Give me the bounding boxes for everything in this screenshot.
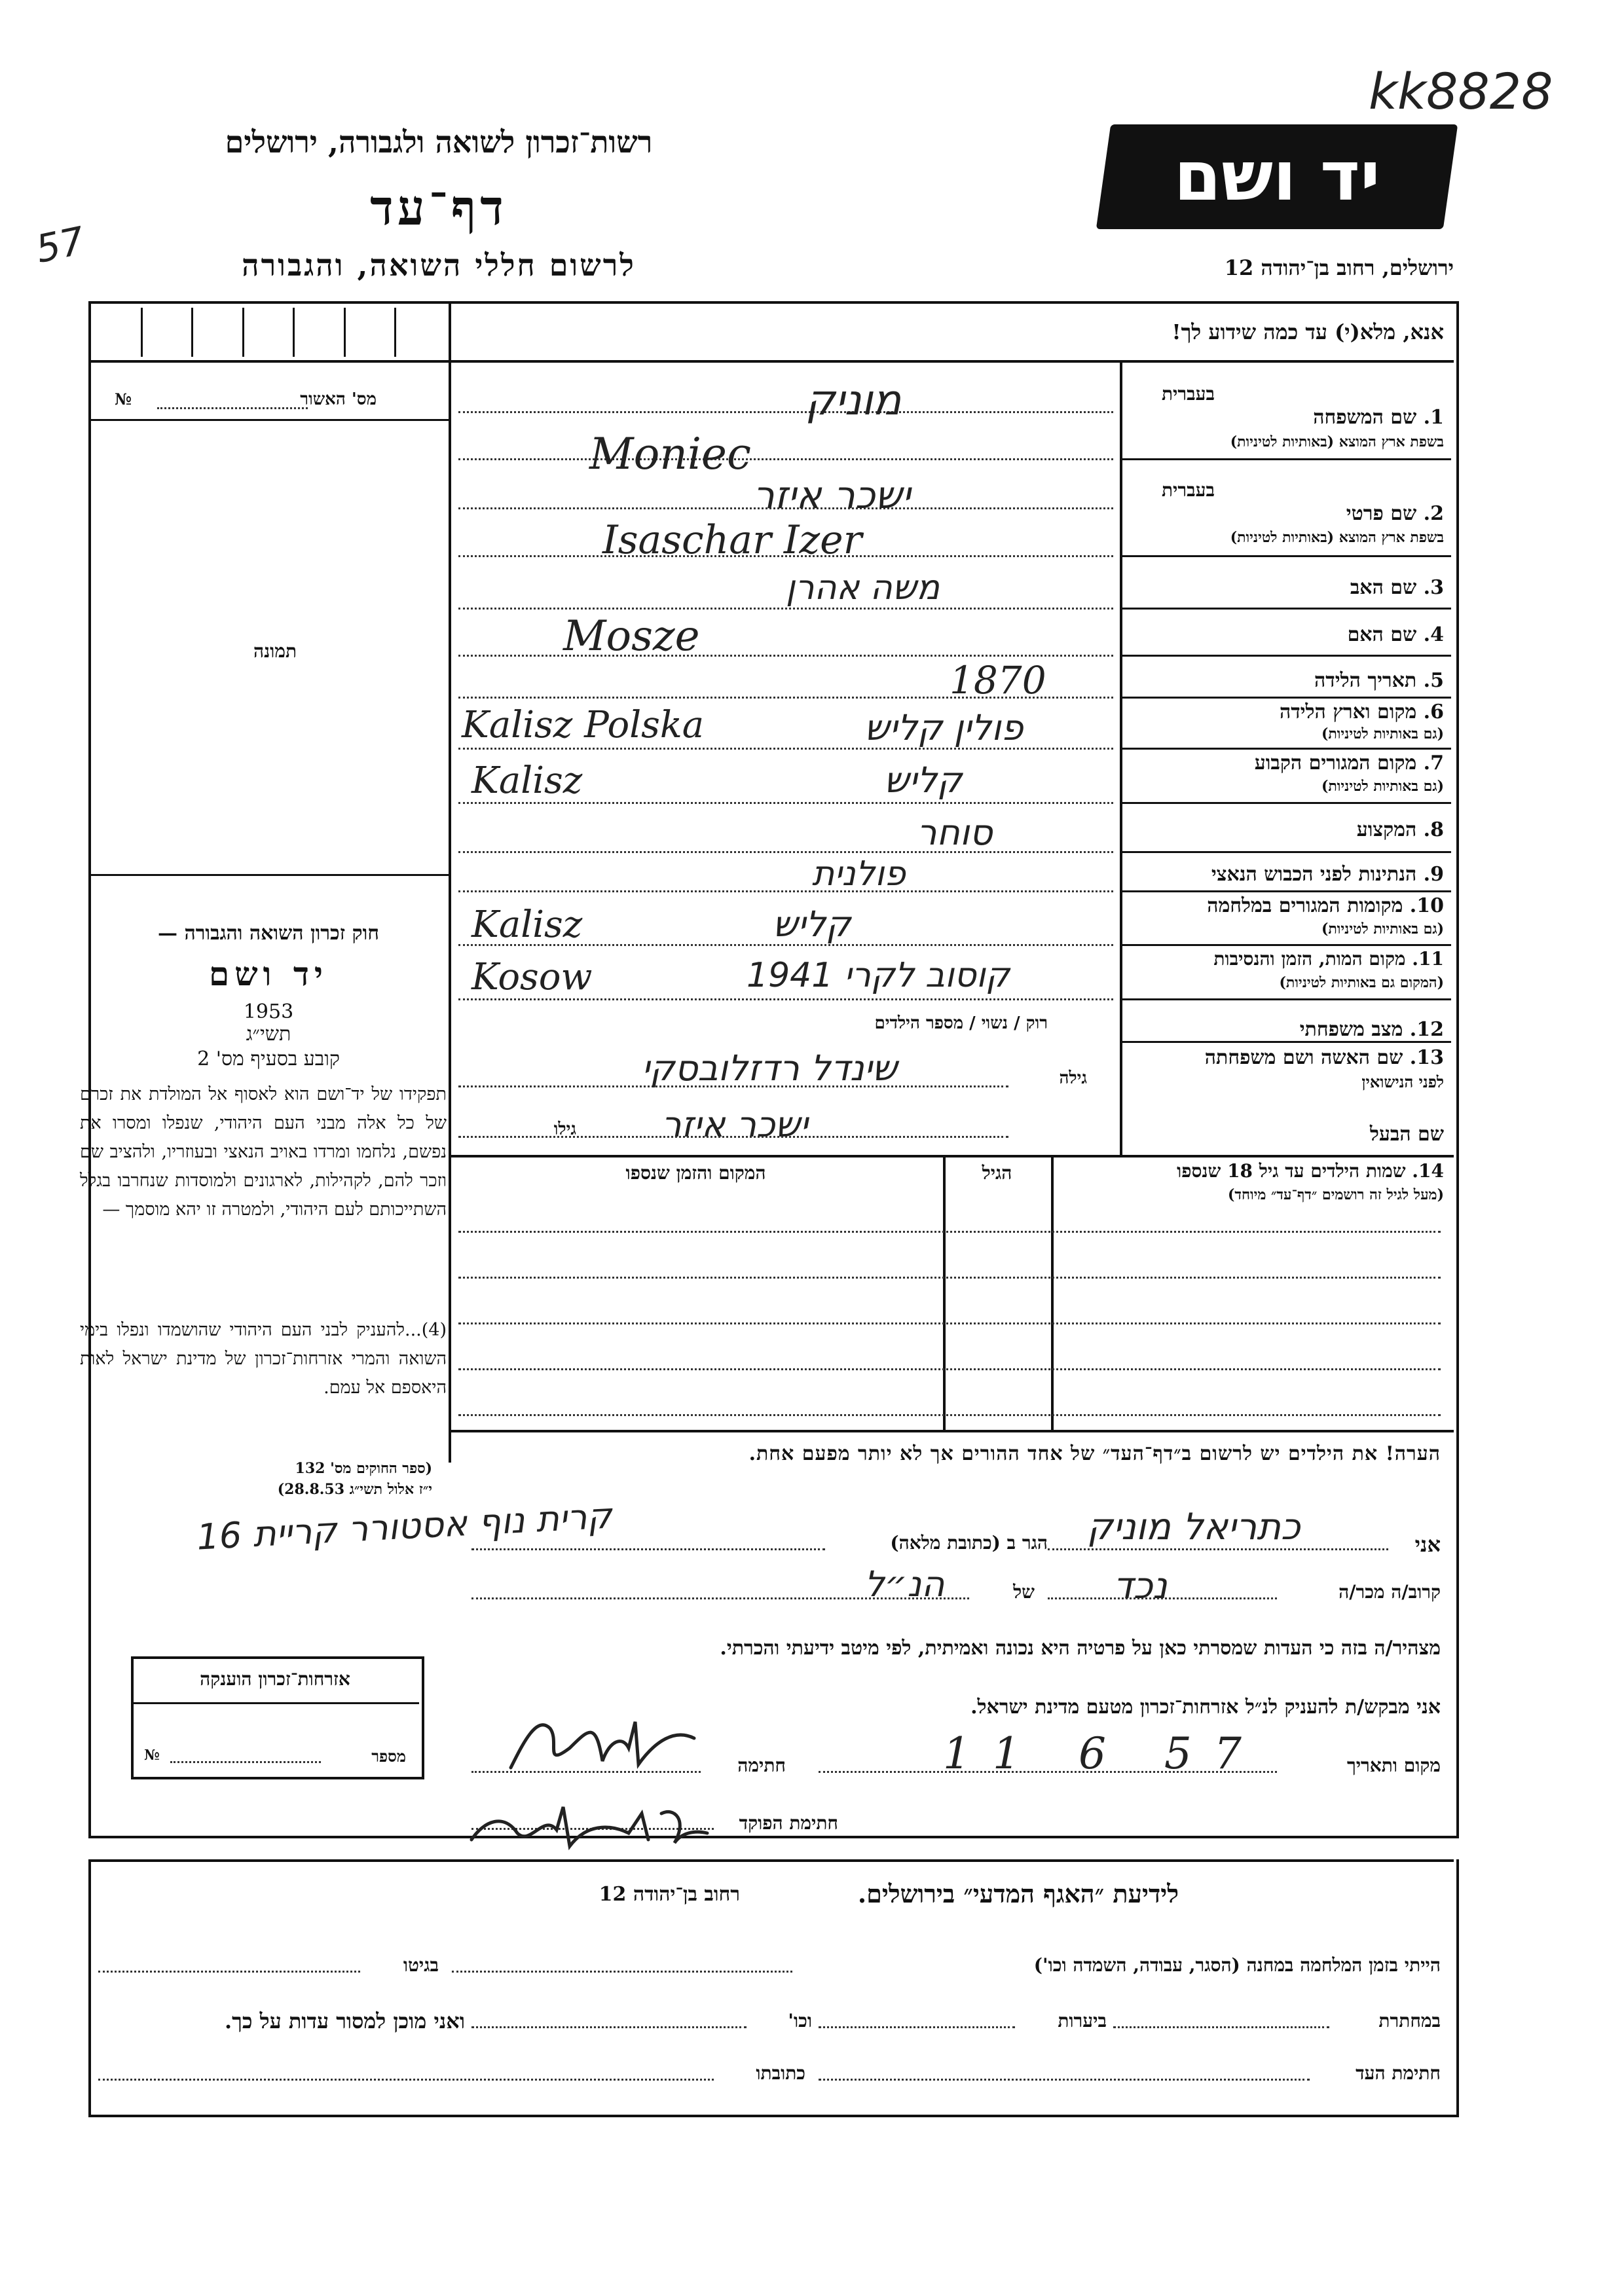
birth-place-latin: Kalisz Polska (462, 704, 705, 746)
address-line: ירושלים, רחוב בן־יהודה 12 (1224, 255, 1454, 280)
etc-label: וכו' (788, 2010, 812, 2032)
first-name-label: 2. שם פרטי (1346, 502, 1444, 525)
footer-title: לידיעת ״האגף המדעי״ בירושלים. (857, 1879, 1179, 1908)
marital-status-label: 12. מצב משפחתי (1299, 1018, 1444, 1041)
birth-date-value: 1870 (950, 658, 1046, 702)
father-name-value: משה אהרן (786, 568, 940, 608)
date-value: 11 6 57 (943, 1728, 1264, 1779)
certificate-label: מס' האשור (300, 390, 377, 409)
marital-options: רוק / נשוי / מספר הילדים (874, 1013, 1048, 1033)
of-value: הנ״ל (864, 1563, 945, 1605)
children-place-header: המקום והזמן שנספו (625, 1162, 766, 1184)
citizenship-number-label: מספר (371, 1747, 406, 1766)
reference-number: kk8828 (1369, 62, 1553, 120)
law-text: תפקידו של יד־ושם הוא לאסוף אל המולדת את זכרם של כל אלה מבני העם היהודי, שנפלו ומסרו את נפשם, נלחמו ומרדו באויב הנאצי ובעוזריו, ולהציב שם וזכר להם, לקהילות, לארגונים ולמוסדות שנחרבו בגלל השתייכותם לעם היהודי, ולמטרה זו יהא מוסמך — (80, 1084, 447, 1220)
children-age-header: הגיל (982, 1162, 1012, 1184)
form-subtitle: לרשום חללי השואה, והגבורה (242, 247, 636, 283)
family-name-latin: Moniec (589, 429, 751, 479)
wife-age-label: גילה (1059, 1068, 1087, 1088)
officer-signature (458, 1794, 720, 1866)
footer-frame (88, 1859, 1459, 2117)
residence-latin: Kalisz (471, 759, 583, 802)
law-title: חוק זכרון השואה והגבורה — (158, 922, 379, 945)
mother-name-value: Mosze (563, 612, 700, 661)
form-title: דף־עד (370, 180, 507, 236)
camp-line: הייתי בזמן המלחמה במחנה (הסגר, עבודה, השמדה וכו') (1033, 1954, 1441, 1976)
officer-signature-label: חתימת הפוקד (739, 1812, 838, 1834)
first-name-sublabel: בשפת ארץ המוצא (באותיות לטיניות) (1230, 529, 1444, 546)
death-place-sublabel: (המקום גם באותיות לטיניות) (1279, 974, 1444, 991)
citizenship-value: פולנית (812, 854, 906, 894)
law-text-continued: (4)...להעניק לבני העם היהודי שהושמדו ונפלו בימי השואה והמרי אזרחות־זכרון של מדינת ישראל לאות היאספם אל עמם. (80, 1320, 447, 1398)
witness-address-label: כתובתו (756, 2062, 805, 2084)
law-year (92, 1000, 445, 1023)
wartime-residence-latin: Kalisz (471, 903, 583, 946)
willing-to-testify: ואני מוכן למסור עדות על כך. (224, 2009, 465, 2033)
first-name-latin: Isaschar Izer (602, 517, 862, 563)
death-place-label: 11. מקום המות, הזמן והנסיבות (1213, 948, 1444, 970)
mother-name-label: 4. שם האם (1347, 623, 1444, 646)
law-year-number: 1953 (243, 1000, 294, 1023)
husband-age-label: גילו (553, 1120, 576, 1139)
birth-place-label: 6. מקום וארץ הלידה (1279, 701, 1444, 723)
wife-name-label: 13. שם האשה ושם משפחתה (1204, 1046, 1444, 1069)
place-date-label: מקום ותאריך (1346, 1755, 1441, 1776)
residence-sublabel: (גם באותיות לטיניות) (1321, 778, 1444, 795)
citizenship-title: אזרחות־זכרון הוענקה (200, 1668, 350, 1690)
relation-value: נכד (1113, 1565, 1168, 1607)
birth-place-sublabel: (גם באותיות לטיניות) (1321, 725, 1444, 742)
children-label: 14. שמות הילדים עד גיל 18 שנספו (1177, 1160, 1444, 1182)
declarant-label: אני (1414, 1532, 1441, 1557)
declarant-name: כתריאל מוניק (1087, 1506, 1301, 1548)
children-sublabel: (מעל לגיל זה רושמים ״דף־עד״ מיוחד) (1227, 1186, 1444, 1203)
father-name-label: 3. שם האב (1350, 576, 1444, 599)
law-reference: (ספר החוקים מס' 132 (295, 1460, 432, 1477)
photo-label: תמונה (253, 640, 297, 662)
wife-name-sublabel: לפני הנישואין (1361, 1072, 1444, 1091)
husband-name-label: שם הבעל (1369, 1123, 1444, 1146)
death-place-hebrew: קוסוב לקרי 1941 (747, 956, 1010, 995)
residence-hebrew: קליש (884, 759, 963, 801)
first-name-hebrew: ישכר איזר (753, 473, 911, 517)
ghetto-label: בגיטו (403, 1954, 439, 1976)
law-name: יד ושם (209, 955, 328, 993)
wife-name-value: שינדל רדזלובסקי (642, 1048, 897, 1089)
yad-vashem-logo (1096, 124, 1458, 229)
law-reference-date: י״ז אלול תשי״ג 28.8.53) (277, 1481, 432, 1498)
instruction-text: אנא, מלא(י) עד כמה שידוע לך! (1172, 319, 1444, 344)
citizenship-label: 9. הנתינות לפני הכבוש הנאצי (1211, 863, 1444, 886)
photo-id-boxes (92, 308, 445, 357)
husband-name-value: ישכר איזר (661, 1104, 808, 1145)
law-year-hebrew: תשי״ג (246, 1023, 291, 1046)
side-mark: 57 (31, 218, 89, 272)
wartime-residence-label: 10. מקומות המגורים במלחמה (1207, 894, 1444, 917)
of-label: של (1013, 1581, 1035, 1603)
birth-place-hebrew: פולין קליש (864, 707, 1024, 748)
residence-label: 7. מקום המגורים הקבוע (1254, 752, 1444, 774)
occupation-value: סוחר (917, 812, 993, 853)
in-hebrew-label-2: בעברית (1161, 479, 1215, 501)
birth-date-label: 5. תאריך הלידה (1314, 669, 1444, 692)
signature-label: חתימה (737, 1755, 786, 1776)
logo-text: יד ושם (1173, 136, 1380, 216)
in-hebrew-label-1: בעברית (1161, 383, 1215, 405)
family-name-hebrew: מוניק (805, 376, 902, 425)
law-section: קובע בסעיף מס' 2 (197, 1048, 340, 1070)
declarant-address: קרית נוף אסטורר קריית 16 (195, 1495, 614, 1558)
forests-label: ביערות (1058, 2010, 1107, 2032)
death-place-latin: Kosow (471, 956, 593, 998)
occupation-label: 8. המקצוע (1356, 818, 1444, 841)
children-note: הערה! את הילדים יש לרשום ב״דף־העד״ של אחד ההורים אך לא יותר מפעם אחת. (748, 1442, 1441, 1465)
certificate-number-sign: № (115, 390, 132, 409)
request-text: אני מבקש/ת להעניק לנ״ל אזרחות־זכרון מטעם מדינת ישראל. (970, 1696, 1441, 1719)
family-name-label: 1. שם המשפחה (1313, 406, 1444, 429)
declaration-text: מצהיר/ה בזה כי העדות שמסרתי כאן על פרטיה היא נכונה ואמיתית, לפי מיטב ידיעתי והכרתי. (720, 1637, 1441, 1660)
witness-signature-label: חתימת העד (1356, 2062, 1441, 2084)
wartime-residence-sublabel: (גם באותיות לטיניות) (1321, 920, 1444, 938)
wartime-residence-hebrew: קליש (773, 903, 851, 945)
resides-label: הגר ב (כתובת מלאה) (890, 1532, 1048, 1554)
relation-label: קרוב/ה מכר/ה (1338, 1581, 1441, 1603)
footer-address: רחוב בן־יהודה 12 (599, 1883, 740, 1906)
witness-signature (498, 1702, 720, 1787)
family-name-sublabel: בשפת ארץ המוצא (באותיות לטיניות) (1230, 433, 1444, 450)
institution-name: רשות־זכרון לשואה ולגבורה, ירושלים (225, 124, 653, 160)
underground-label: במחתרת (1378, 2010, 1441, 2032)
citizenship-number-sign: № (144, 1747, 160, 1764)
